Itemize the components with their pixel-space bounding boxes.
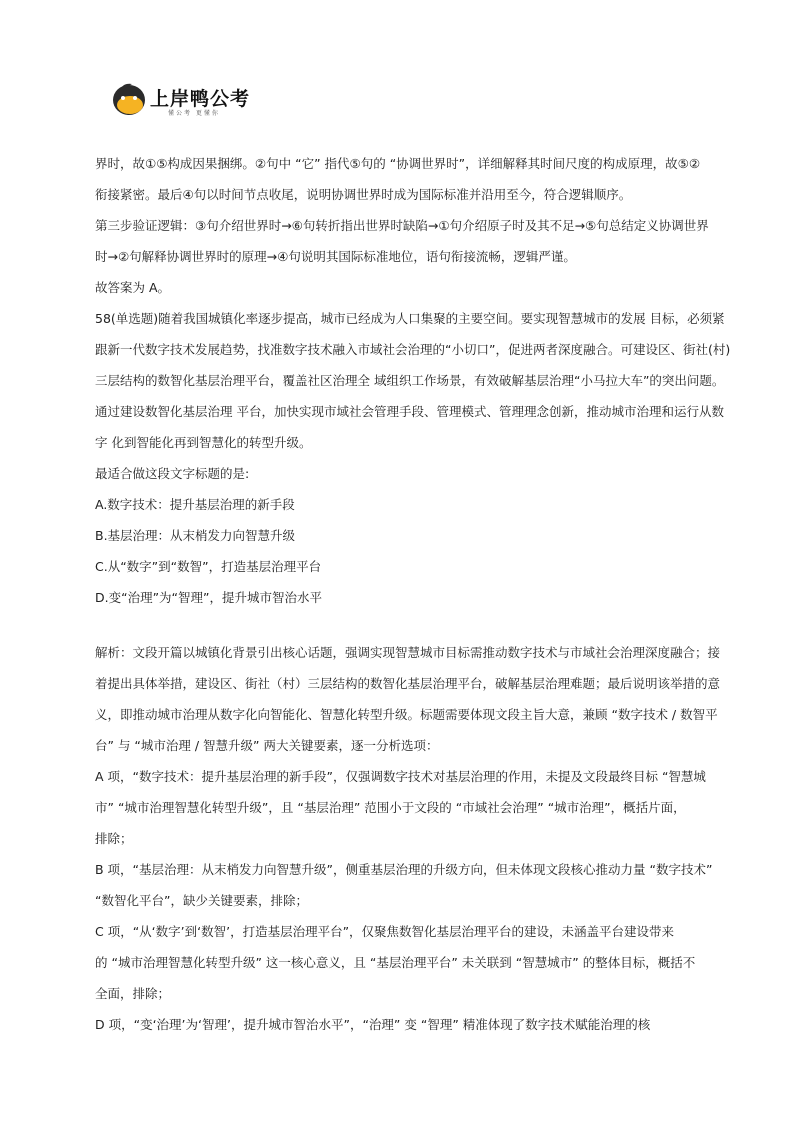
option-a: A.数字技术：提升基层治理的新手段: [95, 497, 295, 512]
analysis-line: 台” 与 “城市治理 / 智慧升级” 两大关键要素，逐一分析选项：: [95, 738, 439, 753]
analysis-line: 排除；: [95, 831, 133, 846]
analysis-line: C 项，“从‘数字’到‘数智’，打造基层治理平台”，仅聚焦数智化基层治理平台的建设，未涵盖平台建设带来: [95, 924, 675, 939]
option-c: C.从“数字”到“数智”，打造基层治理平台: [95, 559, 322, 574]
question-line: 三层结构的数智化基层治理平台，覆盖社区治理全 域组织工作场景，有效破解基层治理“小马拉大车”的突出问题。: [95, 373, 725, 388]
analysis-line: 义，即推动城市治理从数字化向智能化、智慧化转型升级。标题需要体现文段主旨大意，兼顾 “数字技术 / 数智平: [95, 707, 718, 722]
document-body: [95, 148, 731, 1040]
analysis-line: D 项，“变‘治理’为‘智理’，提升城市智治水平”，“治理” 变 “智理” 精准体现了数字技术赋能治理的核: [95, 1017, 651, 1032]
brand-slogan: 懂公考 更懂你: [168, 110, 220, 117]
analysis-line: 市” “城市治理智慧化转型升级”，且 “基层治理” 范围小于文段的 “市域社会治理” “城市治理”，概括片面，: [95, 800, 686, 815]
brand-name: 上岸鸭公考: [150, 88, 251, 110]
analysis-line: “数智化平台”，缺少关键要素，排除；: [95, 893, 308, 908]
analysis-line: 着提出具体举措，建设区、街社（村）三层结构的数智化基层治理平台，破解基层治理难题；最后说明该举措的意: [95, 676, 721, 691]
text-line: 衔接紧密。最后④句以时间节点收尾，说明协调世界时成为国际标准并沿用至今，符合逻辑顺序。: [95, 187, 632, 202]
analysis-line: 全面，排除；: [95, 986, 171, 1001]
analysis-line: 的 “城市治理智慧化转型升级” 这一核心意义，且 “基层治理平台” 未关联到 “智慧城市” 的整体目标，概括不: [95, 955, 696, 970]
spacer: [95, 613, 710, 637]
analysis-line: B 项，“基层治理：从末梢发力向智慧升级”，侧重基层治理的升级方向，但未体现文段核心推动力量 “数字技术”: [95, 862, 713, 877]
text-line: 第三步验证逻辑：③句介绍世界时→⑥句转折指出世界时缺陷→①句介绍原子时及其不足→⑤句总结定义协调世界: [95, 218, 709, 233]
question-line: 跟新一代数字技术发展趋势，找准数字技术融入市域社会治理的“小切口”，促进两者深度融合。可建设区、街社(村): [95, 342, 731, 357]
text-line: 界时，故①⑤构成因果捆绑。②句中 “它” 指代⑤句的 “协调世界时”，详细解释其时间尺度的构成原理，故⑤②: [95, 156, 701, 171]
text-line: 时→②句解释协调世界时的原理→④句说明其国际标准地位，语句衔接流畅，逻辑严谨。: [95, 249, 576, 264]
analysis-line: 解析：文段开篇以城镇化背景引出核心话题，强调实现智慧城市目标需推动数字技术与市域社会治理深度融合；接: [95, 645, 721, 660]
analysis-line: A 项，“数字技术：提升基层治理的新手段”，仅强调数字技术对基层治理的作用，未提及文段最终目标 “智慧城: [95, 769, 706, 784]
answer-line: 故答案为 A。: [95, 280, 171, 295]
option-d: D.变“治理”为“智理”，提升城市智治水平: [95, 590, 323, 605]
question-line: 通过建设数智化基层治理 平台，加快实现市域社会管理手段、管理模式、管理理念创新，推动城市治理和运行从数: [95, 404, 724, 419]
duck-icon: [110, 78, 150, 118]
option-b: B.基层治理：从末梢发力向智慧升级: [95, 528, 296, 543]
question-line: 58(单选题)随着我国城镇化率逐步提高，城市已经成为人口集聚的主要空间。要实现智慧城市的发展 目标，必须紧: [95, 311, 725, 326]
brand-logo: [110, 78, 260, 118]
question-line: 字 化到智能化再到智慧化的转型升级。: [95, 435, 312, 450]
question-prompt: 最适合做这段文字标题的是:: [95, 466, 250, 481]
